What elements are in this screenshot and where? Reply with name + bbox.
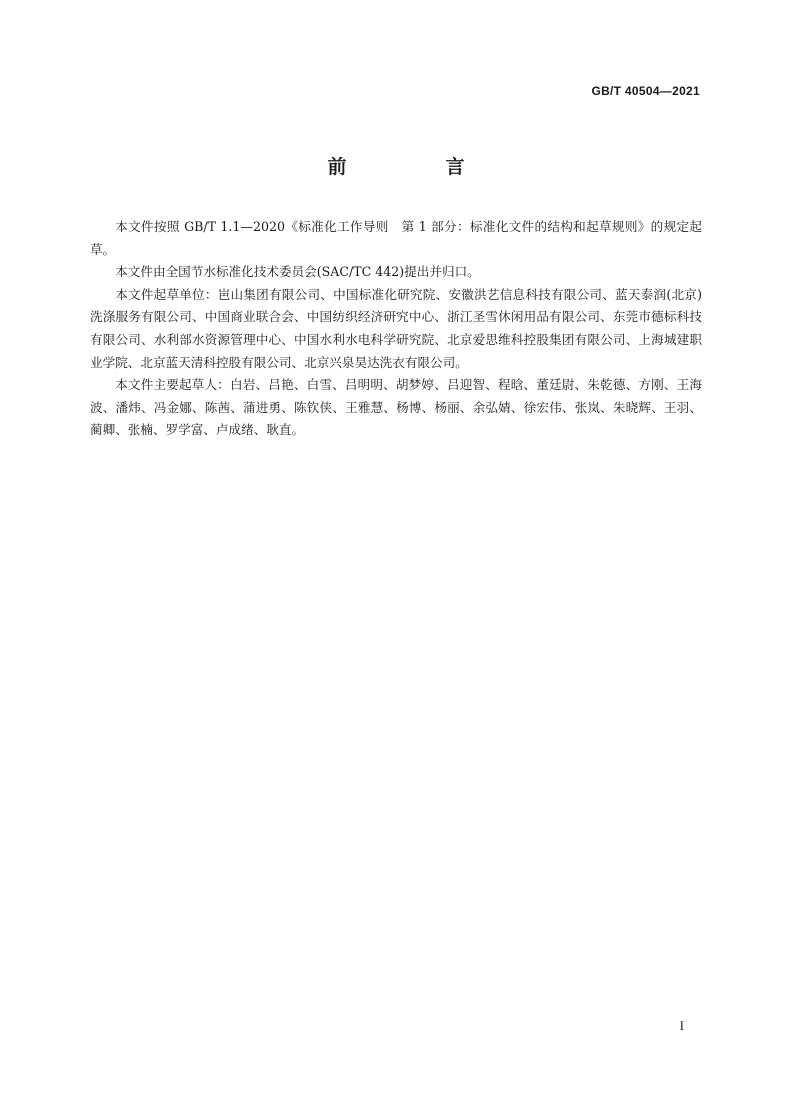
- paragraph-drafters: 本文件主要起草人：白岩、吕艳、白雪、吕明明、胡梦婷、吕迎智、程晗、董廷尉、朱乾德、方刚、王海波、潘炜、冯金娜、陈茜、蒲进勇、陈钦侠、王雅慧、杨博、杨丽、余弘婧、徐宏伟、张岚、朱晓辉、王羽、蔺卿、张楠、罗学富、卢成绪、耿直。: [90, 377, 702, 438]
- standard-code: GB/T 40504—2021: [591, 84, 700, 98]
- paragraph-committee: 本文件由全国节水标准化技术委员会(SAC/TC 442)提出并归口。: [115, 264, 480, 280]
- foreword-body: [90, 216, 702, 442]
- page-number: I: [679, 1018, 684, 1033]
- page-title: 前 言: [327, 156, 505, 178]
- paragraph-drafting-units: 本文件起草单位：岜山集团有限公司、中国标准化研究院、安徽洪艺信息科技有限公司、蓝天泰润(北京)洗涤服务有限公司、中国商业联合会、中国纺织经济研究中心、浙江圣雪休闲用品有限公司、东莞市德标科技有限公司、水利部水资源管理中心、中国水利水电科学研究院、北京爱思维科控股集团有限公司、上海城建职业学院、北京蓝天清科控股有限公司、北京兴泉昊达洗衣有限公司。: [90, 286, 702, 370]
- paragraph-drafting-rules: 本文件按照 GB/T 1.1—2020《标准化工作导则 第 1 部分：标准化文件的结构和起草规则》的规定起草。: [90, 219, 702, 257]
